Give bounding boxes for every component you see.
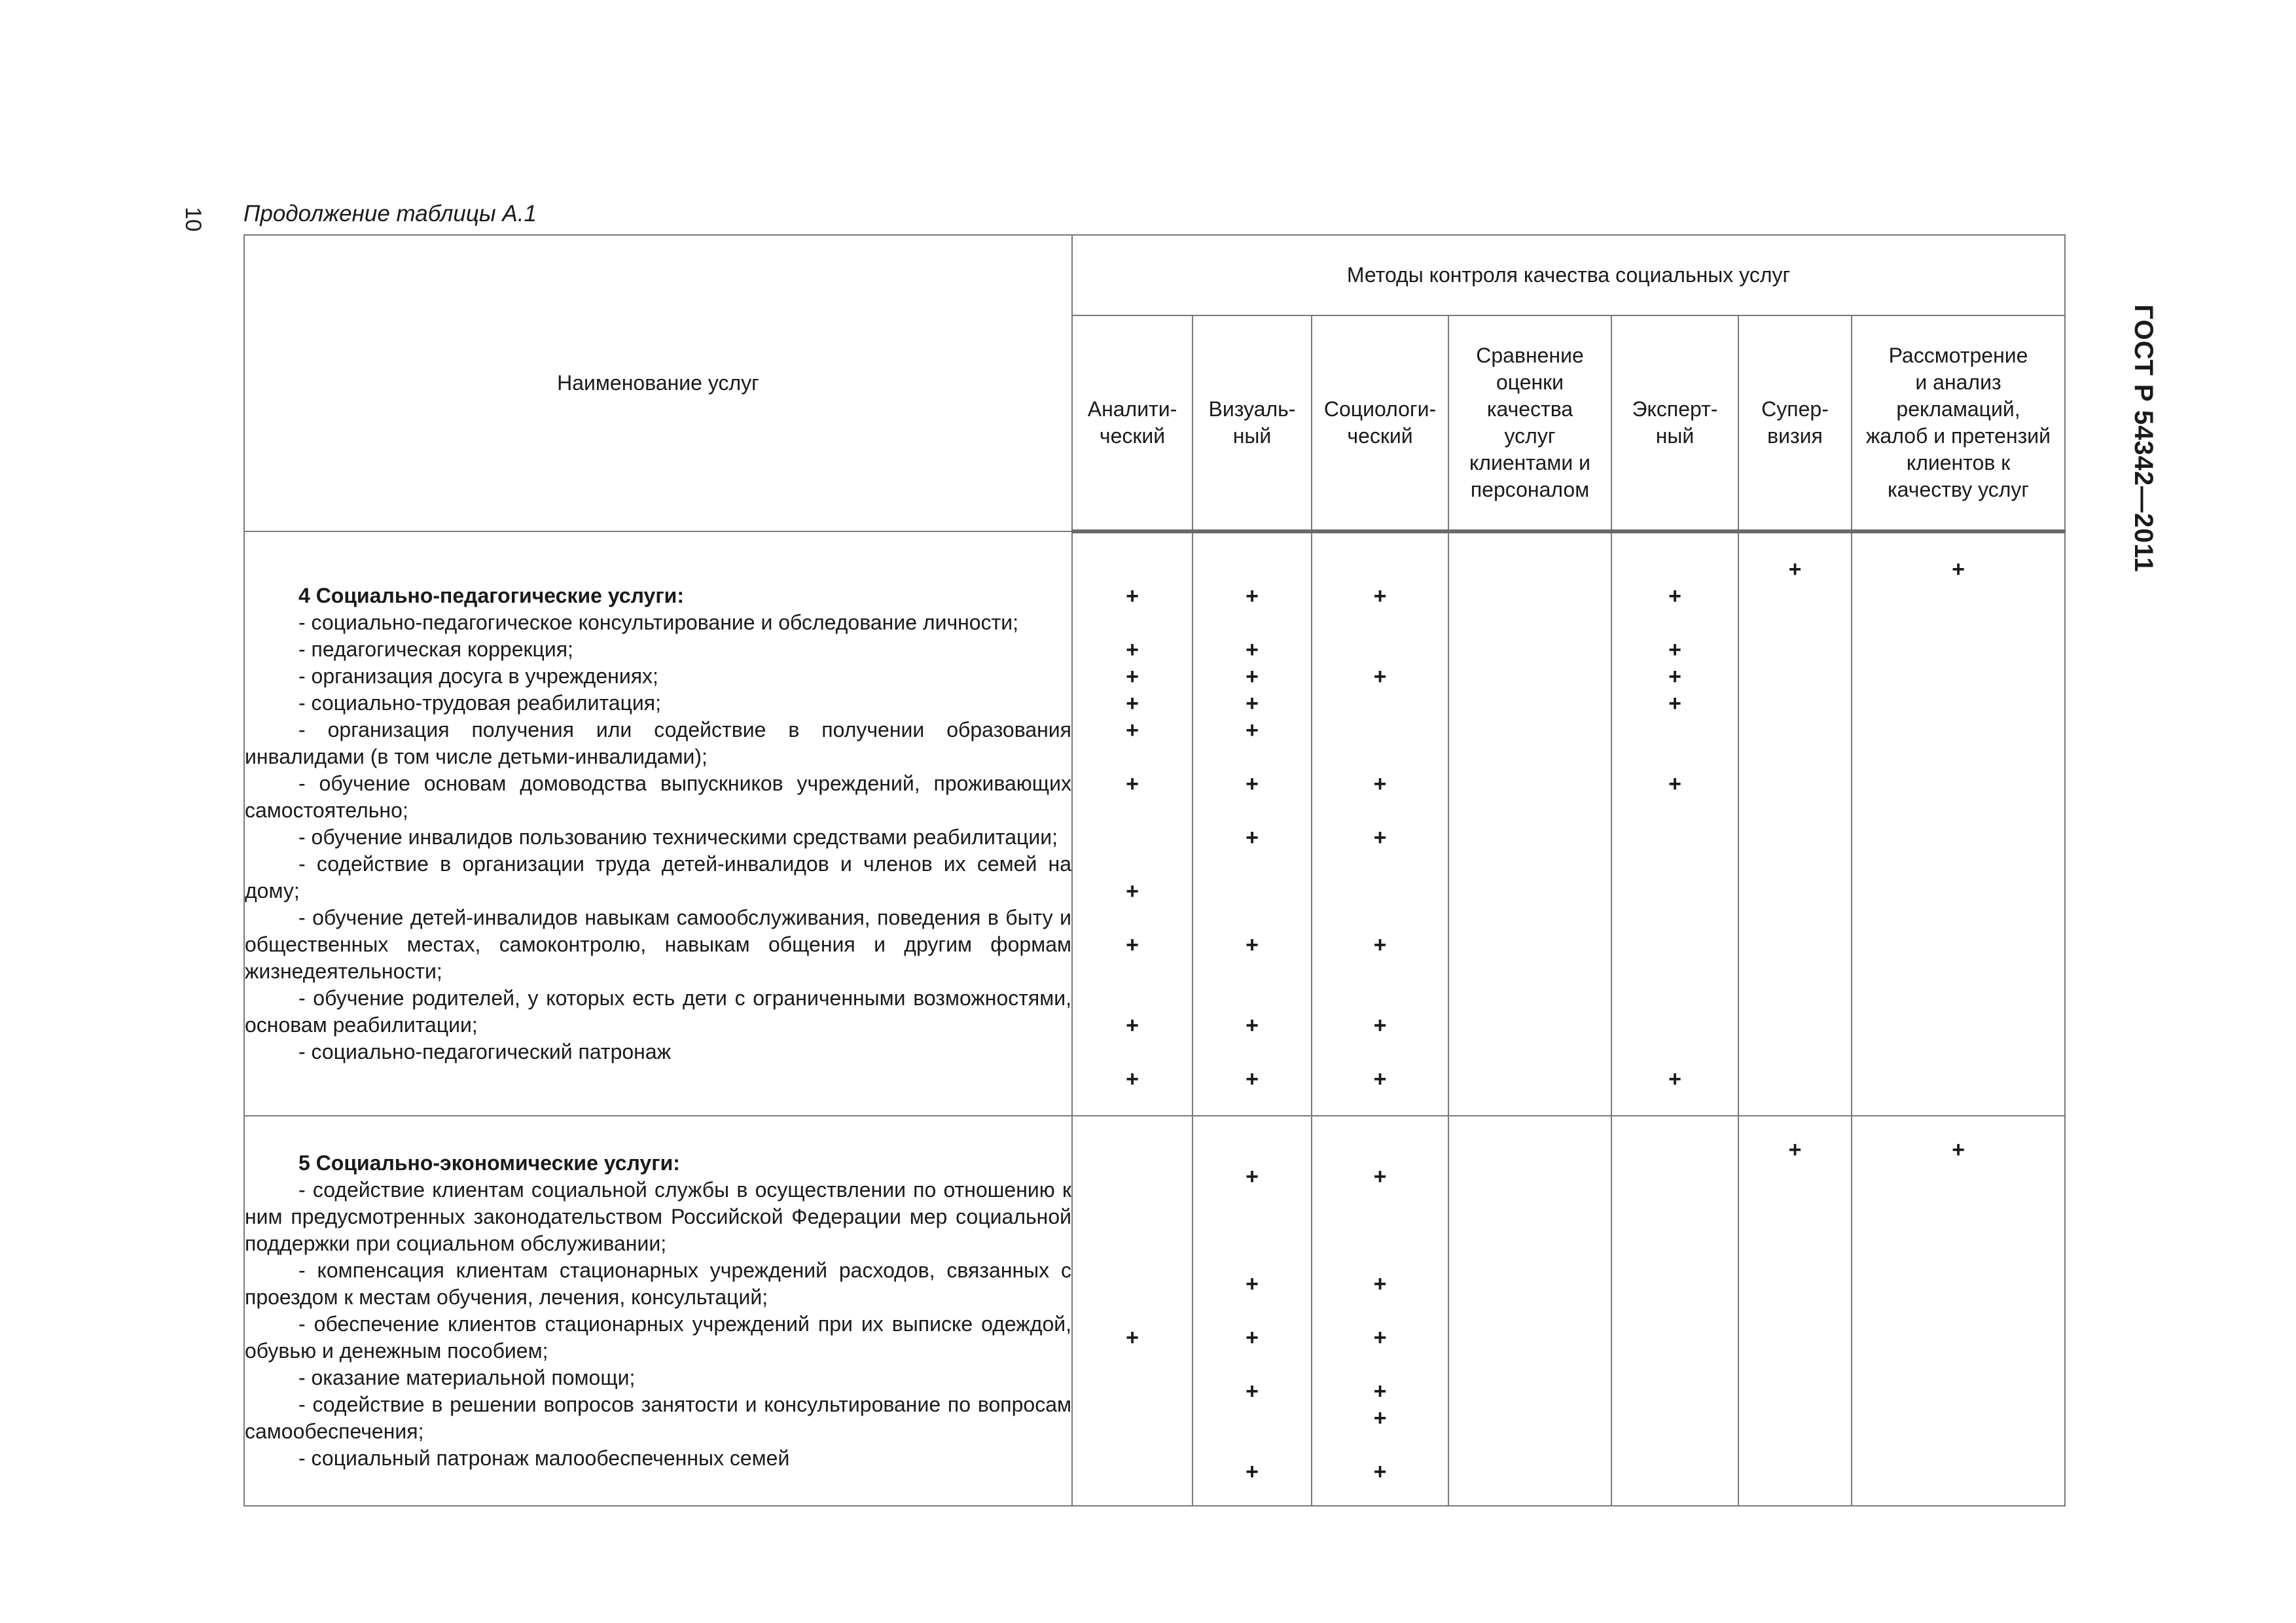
column-header-method-comparison: Сравнение оценки качества услуг клиентами и персоналом: [1448, 315, 1611, 531]
empty-mark: [1852, 771, 2064, 825]
method-marks-cell-visual: [1193, 1116, 1312, 1506]
check-mark: +: [1246, 1325, 1259, 1350]
check-mark: +: [1668, 583, 1681, 609]
empty-mark: [1073, 1459, 1192, 1486]
check-mark: +: [1246, 825, 1259, 850]
check-mark: +: [1126, 932, 1139, 957]
empty-mark: [1852, 583, 2064, 637]
method-marks-cell-visual: [1193, 531, 1312, 1116]
check-mark: +: [1373, 583, 1387, 609]
empty-mark: [1073, 1405, 1192, 1459]
service-item: - организация получения или содействие в получении образования инвалидами (в том числе детьми-инвалидами);: [245, 717, 1071, 768]
empty-mark: [1612, 1271, 1738, 1325]
check-mark: +: [1668, 1066, 1681, 1092]
empty-mark: [1312, 556, 1448, 583]
empty-mark: [1612, 556, 1738, 583]
empty-mark: [1449, 717, 1611, 771]
service-item: - содействие клиентам социальной службы в осуществлении по отношению к ним предусмотренных законодательством Российской Федерации мер социальной поддержки при социальном обслуживании;: [245, 1178, 1071, 1255]
service-item: - содействие в решении вопросов занятости и консультирование по вопросам самообеспечения;: [245, 1393, 1071, 1443]
method-marks-cell-expert: [1611, 1116, 1738, 1506]
empty-mark: [1739, 1271, 1851, 1325]
method-marks-cell-analytical: [1072, 1116, 1193, 1506]
check-mark: +: [1126, 717, 1139, 743]
empty-mark: [1852, 664, 2064, 690]
check-mark: +: [1373, 1459, 1387, 1484]
empty-mark: [1612, 1164, 1738, 1271]
empty-mark: [1852, 1164, 2064, 1271]
service-item: - содействие в организации труда детей-инвалидов и членов их семей на дому;: [245, 851, 1071, 902]
table-header: [244, 235, 2065, 531]
column-header-method-visual: Визуаль- ный: [1193, 315, 1312, 531]
empty-mark: [1739, 1066, 1851, 1093]
empty-mark: [1449, 637, 1611, 664]
service-item: - оказание материальной помощи;: [298, 1366, 636, 1389]
column-header-method-expert: Эксперт- ный: [1611, 315, 1738, 531]
empty-mark: [1449, 1271, 1611, 1325]
table-caption: Продолжение таблицы А.1: [243, 201, 537, 226]
empty-mark: [1449, 825, 1611, 878]
empty-mark: [1612, 1137, 1738, 1164]
check-mark: +: [1126, 771, 1139, 796]
service-names-cell: [244, 1116, 1072, 1506]
column-header-method-complaints: Рассмотрение и анализ рекламаций, жалоб и претензий клиентов к качеству услуг: [1852, 315, 2065, 531]
empty-mark: [1612, 825, 1738, 878]
column-header-method-sociological: Социологи- ческий: [1312, 315, 1448, 531]
check-mark: +: [1373, 1378, 1387, 1404]
check-mark: +: [1126, 690, 1139, 716]
method-marks-cell-analytical: [1072, 531, 1193, 1116]
page-number: 10: [181, 207, 206, 232]
empty-mark: [1449, 1164, 1611, 1271]
check-mark: +: [1668, 771, 1681, 796]
check-mark: +: [1126, 664, 1139, 689]
empty-mark: [1852, 690, 2064, 717]
empty-mark: [1449, 1137, 1611, 1164]
empty-mark: [1449, 664, 1611, 690]
method-marks-cell-expert: [1611, 531, 1738, 1116]
check-mark: +: [1246, 1378, 1259, 1404]
empty-mark: [1449, 1012, 1611, 1066]
service-item: - социальный патронаж малообеспеченных семей: [298, 1446, 790, 1470]
service-item: - обучение основам домоводства выпускников учреждений, проживающих самостоятельно;: [245, 771, 1071, 822]
service-names-cell: [244, 531, 1072, 1116]
check-mark: +: [1668, 690, 1681, 716]
empty-mark: [1612, 878, 1738, 932]
column-header-method-analytical: Аналити- ческий: [1072, 315, 1193, 531]
service-item: - обучение родителей, у которых есть дети с ограниченными возможностями, основам реабилитации;: [245, 986, 1071, 1037]
check-mark: +: [1246, 690, 1259, 716]
services-control-table: [243, 234, 2064, 1505]
service-item: - педагогическая коррекция;: [298, 637, 573, 661]
check-mark: +: [1373, 771, 1387, 796]
check-mark: +: [1788, 556, 1802, 582]
empty-mark: [1073, 1271, 1192, 1325]
empty-mark: [1449, 690, 1611, 717]
check-mark: +: [1126, 1325, 1139, 1350]
empty-mark: [1449, 1459, 1611, 1486]
empty-mark: [1612, 1378, 1738, 1405]
method-marks-cell-sociological: [1312, 531, 1448, 1116]
empty-mark: [1449, 1405, 1611, 1459]
empty-mark: [1612, 1012, 1738, 1066]
check-mark: +: [1952, 1137, 1965, 1162]
empty-mark: [1739, 637, 1851, 664]
check-mark: +: [1126, 1066, 1139, 1092]
check-mark: +: [1373, 1164, 1387, 1189]
method-marks-cell-supervision: [1738, 1116, 1852, 1506]
check-mark: +: [1246, 717, 1259, 743]
empty-mark: [1852, 1066, 2064, 1093]
empty-mark: [1852, 637, 2064, 664]
check-mark: +: [1126, 583, 1139, 609]
empty-mark: [1073, 1137, 1192, 1164]
method-marks-cell-comparison: [1448, 1116, 1611, 1506]
check-mark: +: [1668, 664, 1681, 689]
empty-mark: [1312, 878, 1448, 932]
table-section-row: [244, 1116, 2065, 1506]
check-mark: +: [1246, 1459, 1259, 1484]
empty-mark: [1193, 878, 1311, 932]
check-mark: +: [1246, 1066, 1259, 1092]
empty-mark: [1739, 1012, 1851, 1066]
empty-mark: [1612, 932, 1738, 1012]
empty-mark: [1449, 583, 1611, 637]
empty-mark: [1852, 1325, 2064, 1378]
empty-mark: [1852, 1378, 2064, 1405]
empty-mark: [1739, 583, 1851, 637]
empty-mark: [1739, 1325, 1851, 1378]
empty-mark: [1739, 717, 1851, 771]
empty-mark: [1073, 1164, 1192, 1271]
empty-mark: [1612, 1405, 1738, 1459]
column-group-header-control-methods: Методы контроля качества социальных услуг: [1072, 235, 2065, 315]
table-section-row: [244, 531, 2065, 1116]
empty-mark: [1073, 1378, 1192, 1405]
service-item: - социально-педагогическое консультирование и обследование личности;: [298, 610, 1018, 634]
empty-mark: [1193, 1405, 1311, 1459]
check-mark: +: [1126, 878, 1139, 904]
check-mark: +: [1373, 1325, 1387, 1350]
check-mark: +: [1373, 932, 1387, 957]
empty-mark: [1193, 1137, 1311, 1164]
empty-mark: [1449, 1325, 1611, 1378]
check-mark: +: [1126, 1012, 1139, 1038]
empty-mark: [1193, 556, 1311, 583]
empty-mark: [1852, 1012, 2064, 1066]
check-mark: +: [1373, 1012, 1387, 1038]
check-mark: +: [1246, 932, 1259, 957]
document-code: ГОСТ Р 54342—2011: [2129, 304, 2158, 573]
check-mark: +: [1246, 1164, 1259, 1189]
check-mark: +: [1373, 664, 1387, 689]
check-mark: +: [1952, 556, 1965, 582]
empty-mark: [1449, 1378, 1611, 1405]
check-mark: +: [1373, 1066, 1387, 1092]
service-item: - социально-педагогический патронаж: [298, 1039, 672, 1063]
empty-mark: [1852, 1459, 2064, 1486]
check-mark: +: [1668, 637, 1681, 662]
empty-mark: [1739, 932, 1851, 1012]
column-header-method-supervision: Супер- визия: [1738, 315, 1852, 531]
empty-mark: [1449, 932, 1611, 1012]
empty-mark: [1852, 878, 2064, 932]
empty-mark: [1739, 1378, 1851, 1405]
service-item: - обеспечение клиентов стационарных учреждений при их выписке одеждой, обувью и денежным пособием;: [245, 1312, 1071, 1363]
empty-mark: [1852, 825, 2064, 878]
service-item: - обучение детей-инвалидов навыкам самообслуживания, поведения в быту и общественных местах, самоконтролю, навыкам общения и другим формам жизнедеятельности;: [245, 905, 1071, 983]
empty-mark: [1449, 878, 1611, 932]
empty-mark: [1739, 664, 1851, 690]
method-marks-cell-complaints: [1852, 1116, 2065, 1506]
check-mark: +: [1246, 637, 1259, 662]
service-item: - социально-трудовая реабилитация;: [298, 690, 661, 715]
check-mark: +: [1246, 1271, 1259, 1296]
check-mark: +: [1246, 664, 1259, 689]
section-title: 5 Социально-экономические услуги:: [298, 1151, 680, 1175]
empty-mark: [1852, 932, 2064, 1012]
method-marks-cell-comparison: [1448, 531, 1611, 1116]
empty-mark: [1312, 717, 1448, 771]
check-mark: +: [1246, 1012, 1259, 1038]
check-mark: +: [1373, 1405, 1387, 1431]
check-mark: +: [1246, 771, 1259, 796]
empty-mark: [1312, 637, 1448, 664]
empty-mark: [1739, 1405, 1851, 1459]
empty-mark: [1312, 1137, 1448, 1164]
method-marks-cell-sociological: [1312, 1116, 1448, 1506]
section-title: 4 Социально-педагогические услуги:: [298, 583, 684, 607]
empty-mark: [1852, 717, 2064, 771]
column-header-service-name: Наименование услуг: [244, 235, 1072, 531]
check-mark: +: [1246, 583, 1259, 609]
empty-mark: [1073, 556, 1192, 583]
service-item: - обучение инвалидов пользованию техническими средствами реабилитации;: [298, 825, 1058, 849]
empty-mark: [1739, 771, 1851, 825]
empty-mark: [1449, 556, 1611, 583]
method-marks-cell-complaints: [1852, 531, 2065, 1116]
empty-mark: [1739, 825, 1851, 878]
method-marks-cell-supervision: [1738, 531, 1852, 1116]
empty-mark: [1449, 1066, 1611, 1093]
empty-mark: [1739, 1459, 1851, 1486]
empty-mark: [1612, 1459, 1738, 1486]
check-mark: +: [1126, 637, 1139, 662]
empty-mark: [1852, 1271, 2064, 1325]
empty-mark: [1449, 771, 1611, 825]
check-mark: +: [1373, 1271, 1387, 1296]
empty-mark: [1073, 825, 1192, 878]
empty-mark: [1612, 1325, 1738, 1378]
empty-mark: [1852, 1405, 2064, 1459]
empty-mark: [1739, 1164, 1851, 1271]
empty-mark: [1739, 878, 1851, 932]
empty-mark: [1612, 717, 1738, 771]
empty-mark: [1312, 690, 1448, 717]
check-mark: +: [1788, 1137, 1802, 1162]
service-item: - организация досуга в учреждениях;: [298, 664, 658, 688]
service-item: - компенсация клиентам стационарных учреждений расходов, связанных с проездом к местам обучения, лечения, консультаций;: [245, 1258, 1071, 1309]
check-mark: +: [1373, 825, 1387, 850]
empty-mark: [1739, 690, 1851, 717]
